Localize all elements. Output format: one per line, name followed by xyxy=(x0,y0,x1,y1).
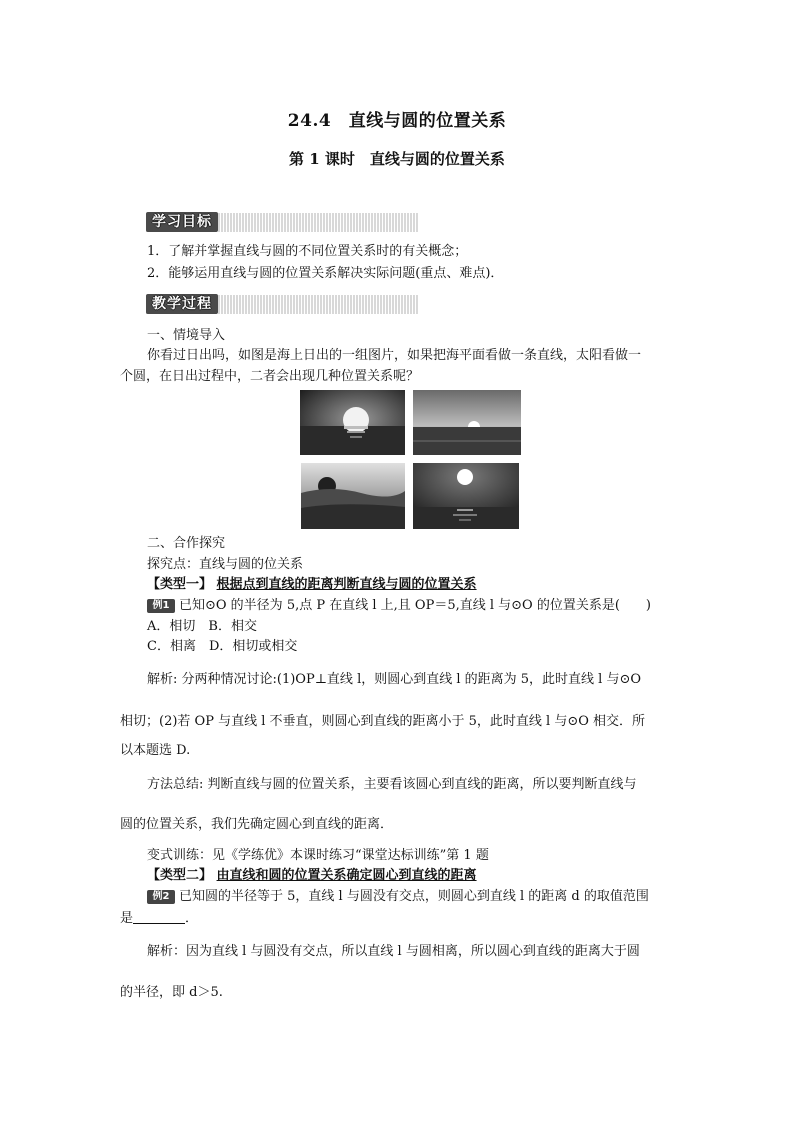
objective-item-1: 1．了解并掌握直线与圆的不同位置关系时的有关概念； xyxy=(147,244,468,259)
example1-analysis-line2: 相切；(2)若 OP 与直线 l 不垂直，则圆心到直线的距离小于 5，此时直线 l 与⊙O 相交．所 xyxy=(120,714,646,729)
example2-question-prefix: 是 xyxy=(120,911,134,926)
example2-badge: 例2 xyxy=(147,890,175,904)
type1-title: 根据点到直线的距离判断直线与圆的位置关系 xyxy=(216,577,477,592)
type1-bracket: 【类型一】 xyxy=(147,577,213,592)
type1-practice: 变式训练：见《学练优》本课时练习“课堂达标训练”第 1 题 xyxy=(147,848,489,863)
example1-badge: 例1 xyxy=(147,599,175,613)
example2-analysis-line1: 解析：因为直线 l 与圆没有交点，所以直线 l 与圆相离，所以圆心到直线的距离大于圆 xyxy=(147,944,640,959)
example2-question-line1: 已知圆的半径等于 5，直线 l 与圆没有交点，则圆心到直线 l 的距离 d 的取值范围 xyxy=(179,889,649,904)
example1-options-row1: A．相切 B．相交 xyxy=(147,619,257,634)
page-title: 24.4 直线与圆的位置关系 xyxy=(287,111,507,131)
example2-question-suffix: ． xyxy=(185,911,199,926)
sunrise-photo-3 xyxy=(301,463,405,529)
type2-heading xyxy=(147,867,477,885)
example1-question-row xyxy=(147,597,651,615)
intro-line-1: 你看过日出吗，如图是海上日出的一组图片，如果把海平面看做一条直线，太阳看做一 xyxy=(147,348,642,363)
sunrise-photo-4 xyxy=(413,463,519,529)
example1-analysis-line1: 解析: 分两种情况讨论:(1)OP⊥直线 l，则圆心到直线 l 的距离为 5，此时直线 l 与⊙O xyxy=(147,672,642,687)
objectives-section-bar xyxy=(146,213,418,232)
sunrise-photo-1 xyxy=(300,390,405,455)
explore-heading: 二、合作探究 xyxy=(147,536,226,551)
example1-question: 已知⊙O 的半径为 5,点 P 在直线 l 上,且 OP＝5,直线 l 与⊙O 的位置关系是( ) xyxy=(179,598,651,613)
sunrise-photo-2 xyxy=(413,390,521,455)
example1-summary-line1: 方法总结: 判断直线与圆的位置关系，主要看该圆心到直线的距离，所以要判断直线与 xyxy=(147,777,637,792)
objectives-heading: 学习目标 xyxy=(146,212,218,232)
example2-question-line2 xyxy=(120,910,198,928)
example1-options-row2: C．相离 D．相切或相交 xyxy=(147,639,298,654)
explore-point: 探究点：直线与圆的位关系 xyxy=(147,557,304,572)
example1-analysis-line3: 以本题选 D. xyxy=(120,743,191,758)
example2-question-row xyxy=(147,888,649,906)
intro-heading: 一、情境导入 xyxy=(147,328,226,343)
type1-heading xyxy=(147,576,477,594)
process-heading: 教学过程 xyxy=(146,294,218,314)
objective-item-2: 2．能够运用直线与圆的位置关系解决实际问题(重点、难点)． xyxy=(147,266,504,281)
process-section-bar xyxy=(146,295,418,314)
type2-bracket: 【类型二】 xyxy=(147,868,213,883)
type2-title: 由直线和圆的位置关系确定圆心到直线的距离 xyxy=(216,868,477,883)
intro-line-2: 个圆，在日出过程中，二者会出现几种位置关系呢？ xyxy=(120,369,420,384)
answer-blank xyxy=(133,911,185,924)
example2-analysis-line2: 的半径，即 d＞5. xyxy=(120,985,223,1000)
example1-summary-line2: 圆的位置关系，我们先确定圆心到直线的距离． xyxy=(120,817,394,832)
page-subtitle: 第 1 课时 直线与圆的位置关系 xyxy=(289,150,505,168)
